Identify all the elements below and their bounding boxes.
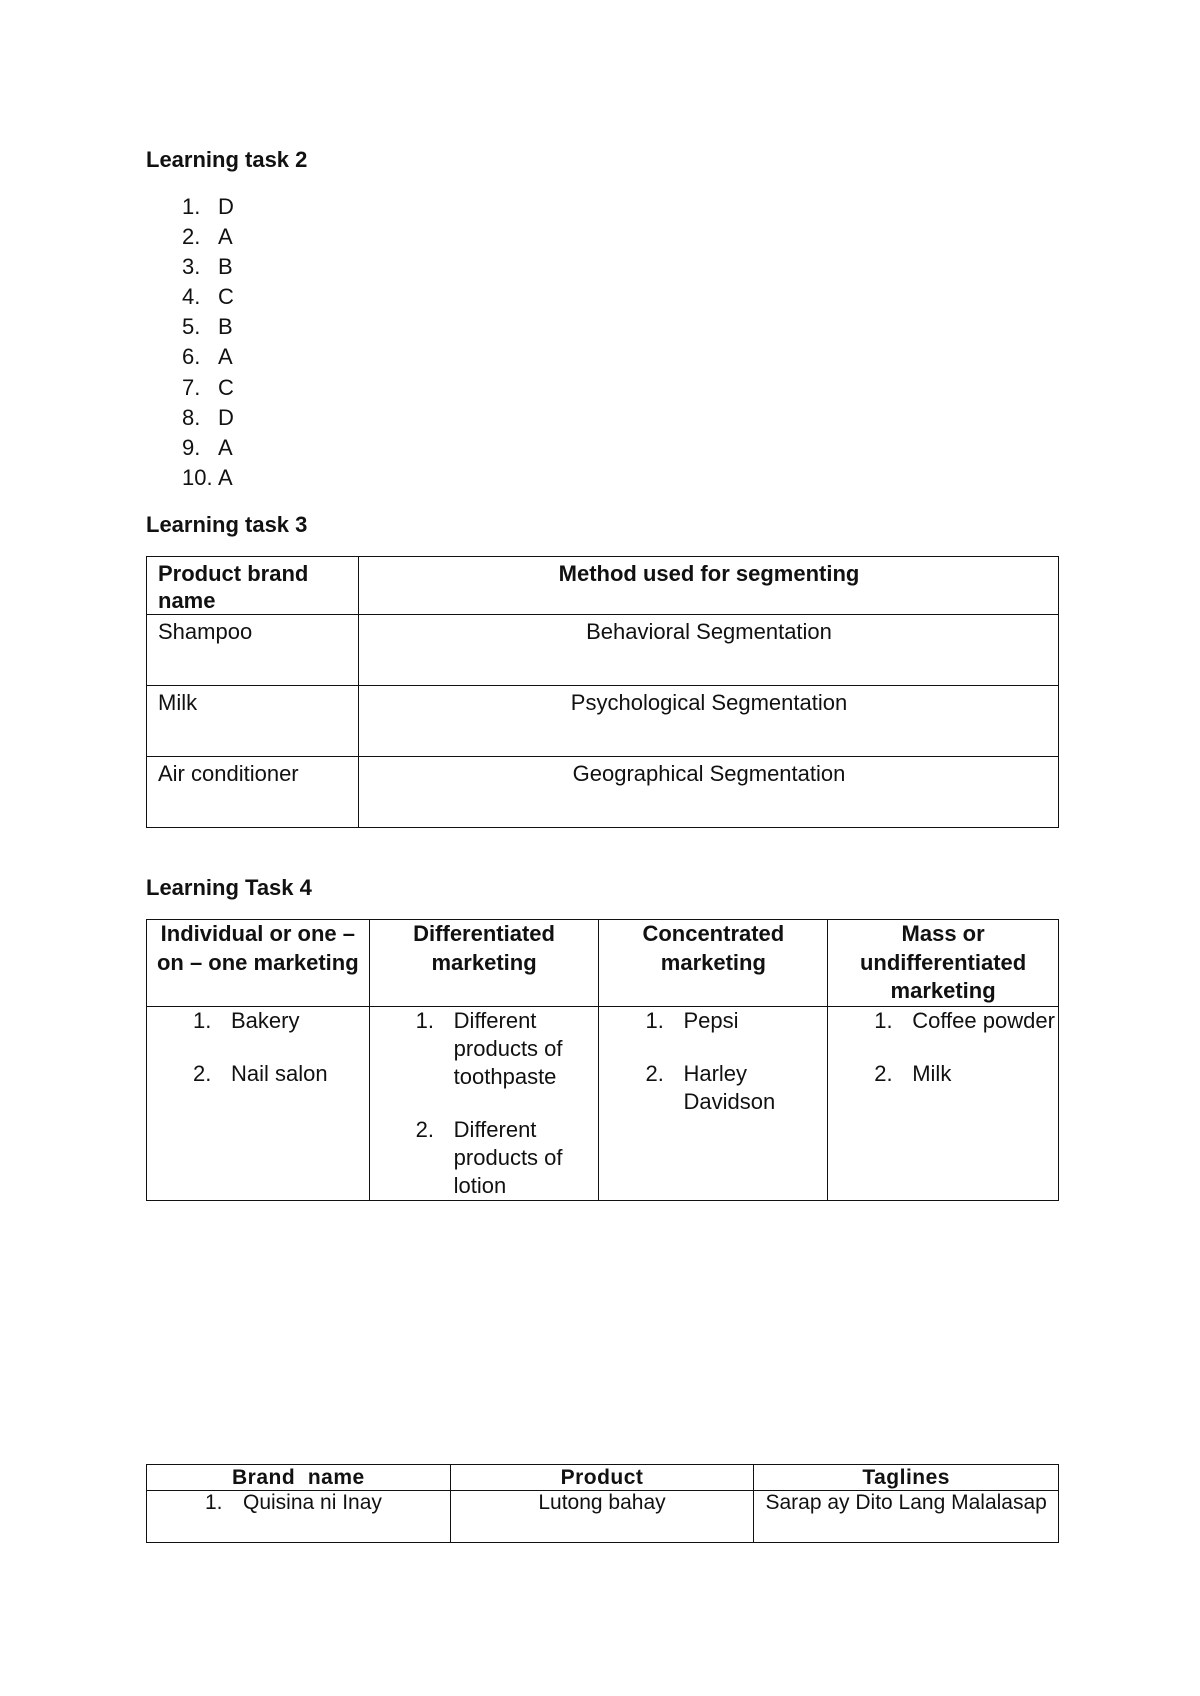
learning-task-4-heading: Learning Task 4	[146, 875, 312, 900]
answer-letter: A	[218, 464, 233, 490]
brand-cell	[147, 1491, 451, 1543]
answer-letter: A	[218, 344, 233, 370]
answer-letter: A	[218, 224, 233, 250]
list-item	[599, 1060, 827, 1116]
marketing-strategy-table	[146, 919, 1059, 1201]
item-number: 7.	[182, 374, 201, 400]
item-text: Different products of lotion	[453, 1116, 563, 1198]
example-cell	[147, 1006, 370, 1200]
item-text: Coffee powder	[912, 1007, 1055, 1033]
table-header-row	[147, 1465, 1059, 1491]
answer-letter: D	[218, 194, 234, 219]
tagline-cell: Sarap ay Dito Lang Malalasap	[754, 1491, 1059, 1543]
table-row	[147, 1006, 1059, 1200]
table-header-row	[147, 920, 1059, 1007]
example-cell	[369, 1006, 599, 1200]
column-header: Product	[450, 1465, 754, 1491]
learning-task-2-heading: Learning task 2	[146, 147, 308, 172]
answer-letter: C	[218, 374, 234, 400]
column-header: Taglines	[754, 1465, 1059, 1491]
item-number: 1.	[205, 1491, 223, 1514]
product-cell: Milk	[147, 686, 359, 757]
list-item	[370, 1116, 599, 1200]
list-item	[599, 1007, 827, 1035]
product-cell: Air conditioner	[147, 757, 359, 828]
item-number: 6.	[182, 344, 201, 370]
example-list	[147, 1007, 369, 1088]
segmentation-table	[146, 556, 1059, 828]
item-number: 2.	[193, 1060, 212, 1086]
method-cell: Psychological Segmentation	[359, 686, 1059, 757]
item-number: 2.	[182, 224, 201, 250]
product-cell: Shampoo	[147, 615, 359, 686]
answer-letter: A	[218, 434, 233, 460]
answer-letter: D	[218, 404, 234, 430]
column-header: Product brand name	[147, 557, 359, 615]
item-text: Different products of toothpaste	[453, 1007, 563, 1089]
answer-letter: B	[218, 314, 233, 340]
example-cell	[599, 1006, 828, 1200]
item-text: Milk	[912, 1060, 952, 1086]
item-number: 9.	[182, 434, 201, 460]
item-number: 10.	[182, 464, 213, 490]
table-header-row	[147, 557, 1059, 615]
answer-letter: B	[218, 254, 233, 280]
item-text: Pepsi	[683, 1007, 739, 1033]
item-number: 2.	[645, 1060, 664, 1086]
product-cell: Lutong bahay	[450, 1491, 754, 1543]
item-text: Harley Davidson	[683, 1060, 776, 1114]
learning-task-3-heading: Learning task 3	[146, 512, 308, 537]
column-header: Individual or one – on – one marketing	[147, 920, 370, 1007]
column-header: Brand name	[147, 1465, 451, 1491]
item-number: 5.	[182, 314, 201, 340]
list-item	[370, 1007, 599, 1091]
table-row	[147, 615, 1059, 686]
table-row	[147, 757, 1059, 828]
item-number: 1.	[415, 1007, 435, 1033]
item-number: 1.	[645, 1007, 664, 1033]
column-header: Differentiated marketing	[369, 920, 599, 1007]
item-text: Bakery	[231, 1007, 300, 1033]
example-list	[828, 1007, 1058, 1088]
list-item	[147, 1060, 369, 1088]
item-number: 3.	[182, 254, 201, 280]
table-row	[147, 686, 1059, 757]
table-row	[147, 1491, 1059, 1543]
brand-tagline-table	[146, 1464, 1059, 1543]
item-number: 2.	[874, 1060, 893, 1086]
column-header: Mass or undifferentiated marketing	[828, 920, 1059, 1007]
example-list	[599, 1007, 827, 1116]
brand-name: Quisina ni Inay	[243, 1491, 382, 1514]
example-cell	[828, 1006, 1059, 1200]
item-number: 2.	[415, 1116, 435, 1142]
example-list	[370, 1007, 599, 1200]
list-item	[828, 1007, 1058, 1035]
column-header: Concentrated marketing	[599, 920, 828, 1007]
method-cell: Behavioral Segmentation	[359, 615, 1059, 686]
item-number: 8.	[182, 404, 201, 430]
method-cell: Geographical Segmentation	[359, 757, 1059, 828]
item-text: Nail salon	[231, 1060, 328, 1086]
list-item	[828, 1060, 1058, 1088]
item-number: 1.	[874, 1007, 893, 1033]
list-item	[147, 1007, 369, 1035]
item-number: 4.	[182, 284, 201, 310]
item-number: 1.	[193, 1007, 212, 1033]
item-number: 1.	[182, 194, 201, 219]
column-header: Method used for segmenting	[359, 557, 1059, 615]
answer-letter: C	[218, 284, 234, 310]
